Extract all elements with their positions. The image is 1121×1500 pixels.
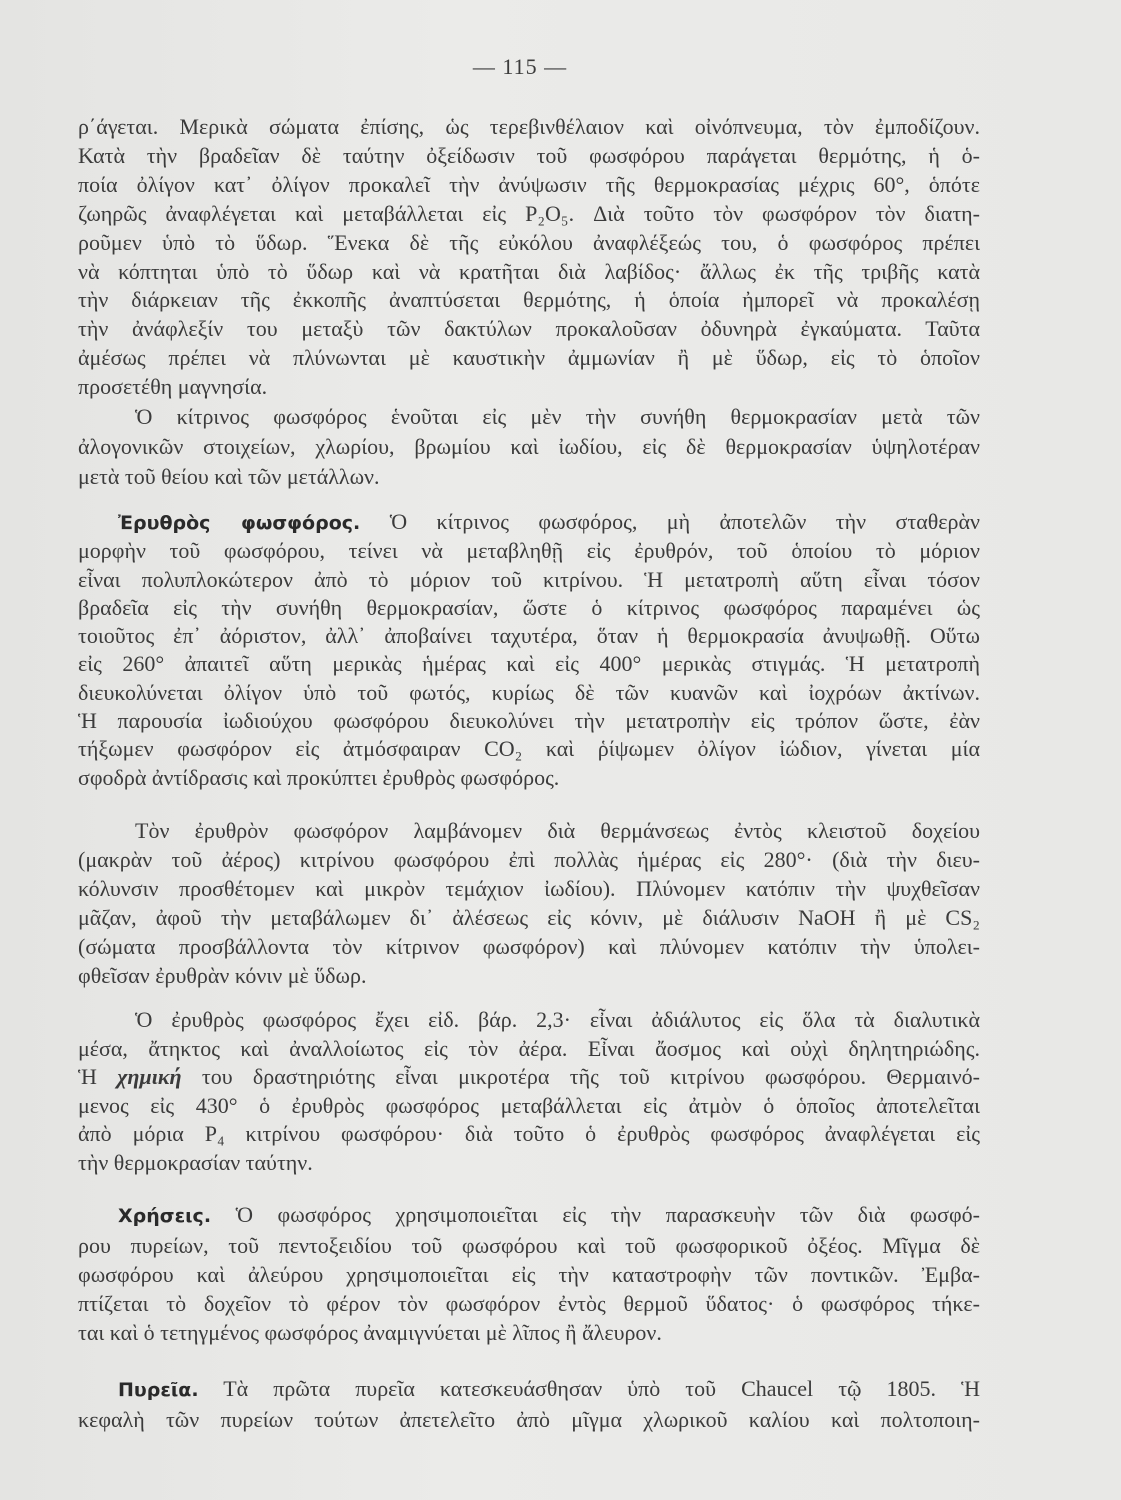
text-line: μορφὴν τοῦ φωσφόρου, τείνει νὰ μεταβληθῇ εἰς ἐρυθρόν, τοῦ ὁποίου τὸ μόριον <box>78 538 980 564</box>
text-line: νὰ κόπτηται ὑπὸ τὸ ὕδωρ καὶ νὰ κρατῆται διὰ λαβίδος· ἄλλως ἐκ τῆς τριβῆς κατὰ <box>78 258 980 284</box>
text-line: (σώματα προσβάλλοντα τὸν κίτρινον φωσφόρον) καὶ πλύνομεν κατόπιν τὴν ὑπολει- <box>78 934 980 959</box>
text-line: εἶναι πολυπλοκώτερον ἀπὸ τὸ μόριον τοῦ κιτρίνου. Ἡ μετατροπὴ αὕτη εἶναι τόσον <box>78 566 980 592</box>
text-line: ται καὶ ὁ τετηγμένος φωσφόρος ἀναμιγνύεται μὲ λῖπος ἢ ἄλευρον. <box>78 1320 662 1345</box>
text-line: ζωηρῶς ἀναφλέγεται καὶ μεταβάλλεται εἰς P₂O₅. Διὰ τοῦτο τὸν φωσφόρον τὸν διατη- <box>78 200 980 226</box>
text-line: προσετέθη μαγνησία. <box>78 374 268 400</box>
text-run: Ὁ κίτρινος φωσφόρος, μὴ ἀποτελῶν τὴν σταθερὰν <box>360 509 980 534</box>
page-number: — 115 — <box>472 54 568 79</box>
text-line: κεφαλὴ τῶν πυρείων τούτων ἀπετελεῖτο ἀπὸ μῖγμα χλωρικοῦ καλίου καὶ πολτοποιη- <box>78 1407 980 1432</box>
text-line: Τὸν ἐρυθρὸν φωσφόρον λαμβάνομεν διὰ θερμάνσεως ἐντὸς κλειστοῦ δοχείου <box>135 818 980 843</box>
text-line: βραδεῖα εἰς τὴν συνήθη θερμοκρασίαν, ὥστε ὁ κίτρινος φωσφόρος παραμένει ὡς <box>78 594 980 620</box>
text-line: φθεῖσαν ἐρυθρὰν κόνιν μὲ ὕδωρ. <box>78 963 367 988</box>
text-line: φωσφόρου καὶ ἀλεύρου χρησιμοποιεῖται εἰς τὴν καταστροφὴν τῶν ποντικῶν. Ἐμβα- <box>78 1262 980 1287</box>
text-line: ἀλογονικῶν στοιχείων, χλωρίου, βρωμίου καὶ ἰωδίου, εἰς δὲ θερμοκρασίαν ὑψηλοτέραν <box>78 434 980 459</box>
emphasis: χημική <box>117 1064 182 1090</box>
text-line <box>78 1200 980 1231</box>
text-line: τὴν διάρκειαν τῆς ἐκκοπῆς ἀναπτύσεται θερμότης, ἡ ὁποία ἠμπορεῖ νὰ προκαλέσῃ <box>78 287 980 313</box>
text-line: τοιοῦτος ἐπ᾽ ἀόριστον, ἀλλ᾽ ἀποβαίνει ταχυτέρα, ὅταν ἡ θερμοκρασία ἀνυψωθῇ. Οὕτω <box>78 623 980 649</box>
paragraph <box>78 1374 980 1435</box>
text-run: Ἡ <box>78 1064 118 1090</box>
text-line <box>78 508 980 537</box>
paragraph <box>78 113 980 402</box>
text-line: μᾶζαν, ἀφοῦ τὴν μεταβάλωμεν δι᾽ ἀλέσεως εἰς κόνιν, μὲ διάλυσιν NaOH ἢ μὲ CS₂ <box>78 905 980 930</box>
text-line <box>78 1374 980 1405</box>
paragraph <box>78 402 980 492</box>
text-line: μέσα, ἄτηκτος καὶ ἀναλλοίωτος εἰς τὸν ἀέρα. Εἶναι ἄοσμος καὶ οὐχὶ δηλητηριώδης. <box>78 1035 980 1061</box>
text-line: ρου πυρείων, τοῦ πεντοξειδίου τοῦ φωσφόρου καὶ τοῦ φωσφορικοῦ ὀξέος. Μῖγμα δὲ <box>78 1233 980 1258</box>
text-line <box>78 1063 980 1092</box>
text-line: Ὁ κίτρινος φωσφόρος ἑνοῦται εἰς μὲν τὴν συνήθη θερμοκρασίαν μετὰ τῶν <box>135 404 980 429</box>
text-line: κόλυνσιν προσθέτομεν καὶ μικρὸν τεμάχιον ἰωδίου). Πλύνομεν κατόπιν τὴν ψυχθεῖσαν <box>78 876 980 901</box>
text-line: διευκολύνεται ὀλίγον ὑπὸ τοῦ φωτός, κυρίως δὲ τῶν κυανῶν καὶ ἰοχρόων ἀκτίνων. <box>78 679 980 705</box>
section-heading: Χρήσεις. <box>118 1205 212 1227</box>
paragraph <box>78 1006 980 1178</box>
text-line: τὴν θερμοκρασίαν ταύτην. <box>78 1149 313 1175</box>
text-run: του δραστηριότης εἶναι μικροτέρα τῆς τοῦ κιτρίνου φωσφόρου. Θερμαινό- <box>181 1064 980 1090</box>
text-line: τήξωμεν φωσφόρον εἰς ἀτμόσφαιραν CO₂ καὶ ῥίψωμεν ὀλίγον ἰώδιον, γίνεται μία <box>78 736 980 762</box>
text-line: πτίζεται τὸ δοχεῖον τὸ φέρον τὸν φωσφόρον ἐντὸς θερμοῦ ὕδατος· ὁ φωσφόρος τήκε- <box>78 1291 980 1316</box>
text-line: (μακρὰν τοῦ ἀέρος) κιτρίνου φωσφόρου ἐπὶ πολλὰς ἡμέρας εἰς 280°· (διὰ τὴν διευ- <box>78 847 980 872</box>
paragraph <box>78 816 980 990</box>
text-line: ροῦμεν ὑπὸ τὸ ὕδωρ. Ἕνεκα δὲ τῆς εὐκόλου ἀναφλέξεώς του, ὁ φωσφόρος πρέπει <box>78 229 980 255</box>
section-heading: Πυρεῖα. <box>118 1379 199 1401</box>
text-line: Ἡ παρουσία ἰωδιούχου φωσφόρου διευκολύνει τὴν μετατροπὴν εἰς τρόπον ὥστε, ἐὰν <box>78 708 980 734</box>
text-run: Τὰ πρῶτα πυρεῖα κατεσκευάσθησαν ὑπὸ τοῦ Chaucel τῷ 1805. Ἡ <box>198 1376 980 1401</box>
paragraph <box>78 508 980 792</box>
text-line: Ὁ ἐρυθρὸς φωσφόρος ἔχει εἰδ. βάρ. 2,3· εἶναι ἀδιάλυτος εἰς ὅλα τὰ διαλυτικὰ <box>135 1007 980 1032</box>
text-line: μενος εἰς 430° ὁ ἐρυθρὸς φωσφόρος μεταβάλλεται εἰς ἀτμὸν ὁ ὁποῖος ἀποτελεῖται <box>78 1092 980 1118</box>
text-line: Κατὰ τὴν βραδεῖαν δὲ ταύτην ὀξείδωσιν τοῦ φωσφόρου παράγεται θερμότης, ἡ ὁ- <box>78 142 980 168</box>
text-line: μετὰ τοῦ θείου καὶ τῶν μετάλλων. <box>78 464 380 489</box>
text-line: τὴν ἀνάφλεξίν του μεταξὺ τῶν δακτύλων προκαλοῦσαν ὀδυνηρὰ ἐγκαύματα. Ταῦτα <box>78 316 980 342</box>
text-line: ρ΄άγεται. Μερικὰ σώματα ἐπίσης, ὡς τερεβινθέλαιον καὶ οἰνόπνευμα, τὸν ἐμποδίζουν. <box>78 114 980 139</box>
paragraph <box>78 1200 980 1347</box>
text-line: ἀπὸ μόρια P₄ κιτρίνου φωσφόρου· διὰ τοῦτο ὁ ἐρυθρὸς φωσφόρος ἀναφλέγεται εἰς <box>78 1121 980 1147</box>
text-run: Ὁ φωσφόρος χρησιμοποιεῖται εἰς τὴν παρασκευὴν τῶν διὰ φωσφό- <box>211 1202 980 1227</box>
text-line: ποία ὀλίγον κατ᾽ ὀλίγον προκαλεῖ τὴν ἀνύψωσιν τῆς θερμοκρασίας μέχρις 60°, ὁπότε <box>78 171 980 197</box>
text-line: ἀμέσως πρέπει νὰ πλύνωνται μὲ καυστικὴν ἀμμωνίαν ἢ μὲ ὕδωρ, εἰς τὸ ὁποῖον <box>78 345 980 371</box>
text-line: σφοδρὰ ἀντίδρασις καὶ προκύπτει ἐρυθρὸς φωσφόρος. <box>78 764 560 790</box>
section-heading: Ἐρυθρὸς φωσφόρος. <box>118 512 361 534</box>
text-line: εἰς 260° ἀπαιτεῖ αὕτη μερικὰς ἡμέρας καὶ εἰς 400° μερικὰς στιγμάς. Ἡ μετατροπὴ <box>78 651 980 677</box>
